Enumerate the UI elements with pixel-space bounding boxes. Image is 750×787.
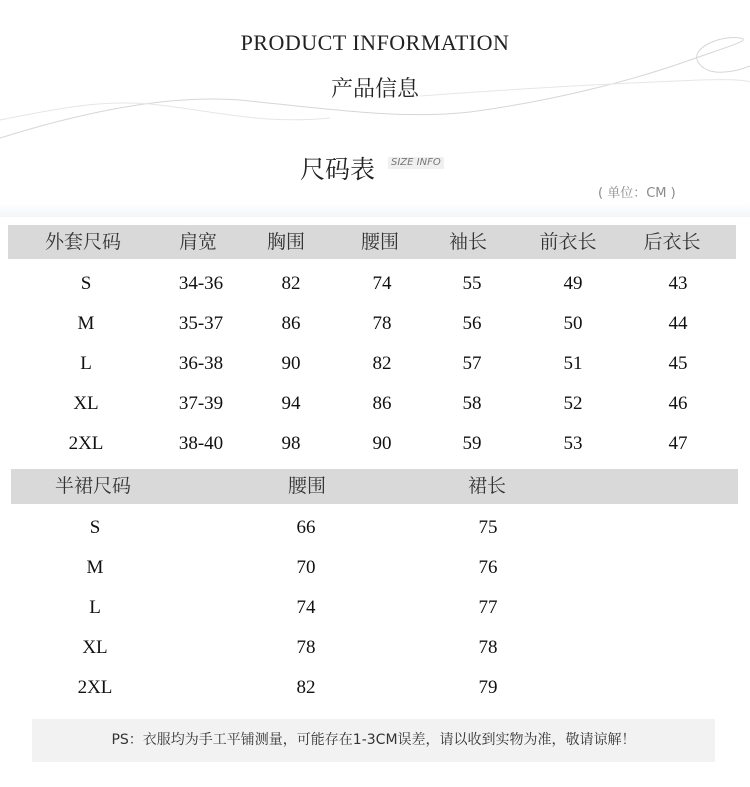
size-chart-subtitle: SIZE INFO: [388, 157, 444, 169]
table-cell: 2XL: [68, 433, 104, 454]
header-cell: 胸围: [266, 231, 306, 253]
header-cell: 腰围: [360, 231, 400, 253]
skirt-table-row: [0, 588, 750, 628]
page-title-en: PRODUCT INFORMATION: [240, 30, 510, 55]
table-cell: 56: [462, 313, 482, 334]
skirt-table-header: [11, 469, 738, 504]
table-cell: 55: [462, 273, 482, 294]
unit-label: ( 单位：CM ): [598, 186, 676, 201]
table-cell: 82: [281, 273, 301, 294]
skirt-table-row: [0, 668, 750, 708]
table-cell: 78: [478, 637, 498, 658]
jacket-table-row: [0, 304, 750, 344]
table-cell: 94: [281, 393, 301, 414]
jacket-table-row: [0, 344, 750, 384]
table-cell: L: [80, 353, 92, 374]
skirt-table-row: [0, 548, 750, 588]
table-cell: 74: [296, 597, 316, 618]
table-cell: 36-38: [178, 353, 224, 374]
header-cell: 裙长: [467, 475, 507, 497]
skirt-table-row: [0, 628, 750, 668]
table-cell: 38-40: [178, 433, 224, 454]
jacket-table-row: [0, 264, 750, 304]
table-cell: 2XL: [77, 677, 113, 698]
jacket-table-row: [0, 424, 750, 464]
table-cell: 90: [372, 433, 392, 454]
jacket-table-header: [8, 225, 736, 259]
table-cell: 82: [372, 353, 392, 374]
table-cell: XL: [82, 637, 108, 658]
table-cell: 51: [563, 353, 583, 374]
table-cell: 78: [296, 637, 316, 658]
table-cell: 35-37: [178, 313, 224, 334]
table-cell: 98: [281, 433, 301, 454]
header-cell: 外套尺码: [44, 231, 122, 253]
table-cell: 57: [462, 353, 482, 374]
table-cell: 53: [563, 433, 583, 454]
table-cell: 82: [296, 677, 316, 698]
table-cell: 66: [296, 517, 316, 538]
header-cell: 腰围: [287, 475, 327, 497]
size-chart-title: 尺码表: [300, 155, 376, 184]
table-cell: 78: [372, 313, 392, 334]
table-cell: 77: [478, 597, 498, 618]
table-cell: L: [89, 597, 101, 618]
table-cell: 50: [563, 313, 583, 334]
page-title-cn: 产品信息: [330, 77, 419, 102]
table-cell: 79: [478, 677, 498, 698]
table-cell: 86: [281, 313, 301, 334]
table-cell: XL: [73, 393, 99, 414]
jacket-table-row: [0, 384, 750, 424]
table-cell: M: [86, 557, 104, 578]
table-cell: 49: [563, 273, 583, 294]
header-cell: 肩宽: [178, 231, 218, 253]
table-cell: 46: [668, 393, 688, 414]
table-cell: 90: [281, 353, 301, 374]
table-cell: 74: [372, 273, 392, 294]
table-cell: 43: [668, 273, 688, 294]
table-cell: 44: [668, 313, 688, 334]
table-cell: M: [77, 313, 95, 334]
table-cell: 52: [563, 393, 583, 414]
table-cell: 34-36: [178, 273, 224, 294]
table-cell: 47: [668, 433, 688, 454]
table-cell: 76: [478, 557, 498, 578]
table-cell: 75: [478, 517, 498, 538]
table-cell: S: [89, 517, 101, 538]
header-cell: 前衣长: [539, 231, 597, 253]
header-cell: 袖长: [448, 231, 488, 253]
header-cell: 半裙尺码: [54, 475, 132, 497]
table-cell: 59: [462, 433, 482, 454]
table-cell: S: [80, 273, 92, 294]
table-cell: 70: [296, 557, 316, 578]
table-cell: 86: [372, 393, 392, 414]
divider-band: [0, 203, 750, 217]
table-cell: 37-39: [178, 393, 224, 414]
measurement-note: PS：衣服均为手工平铺测量，可能存在1-3CM误差，请以收到实物为准，敬请谅解！: [32, 719, 715, 762]
table-cell: 45: [668, 353, 688, 374]
table-cell: 58: [462, 393, 482, 414]
header-cell: 后衣长: [643, 231, 701, 253]
skirt-table-row: [0, 508, 750, 548]
